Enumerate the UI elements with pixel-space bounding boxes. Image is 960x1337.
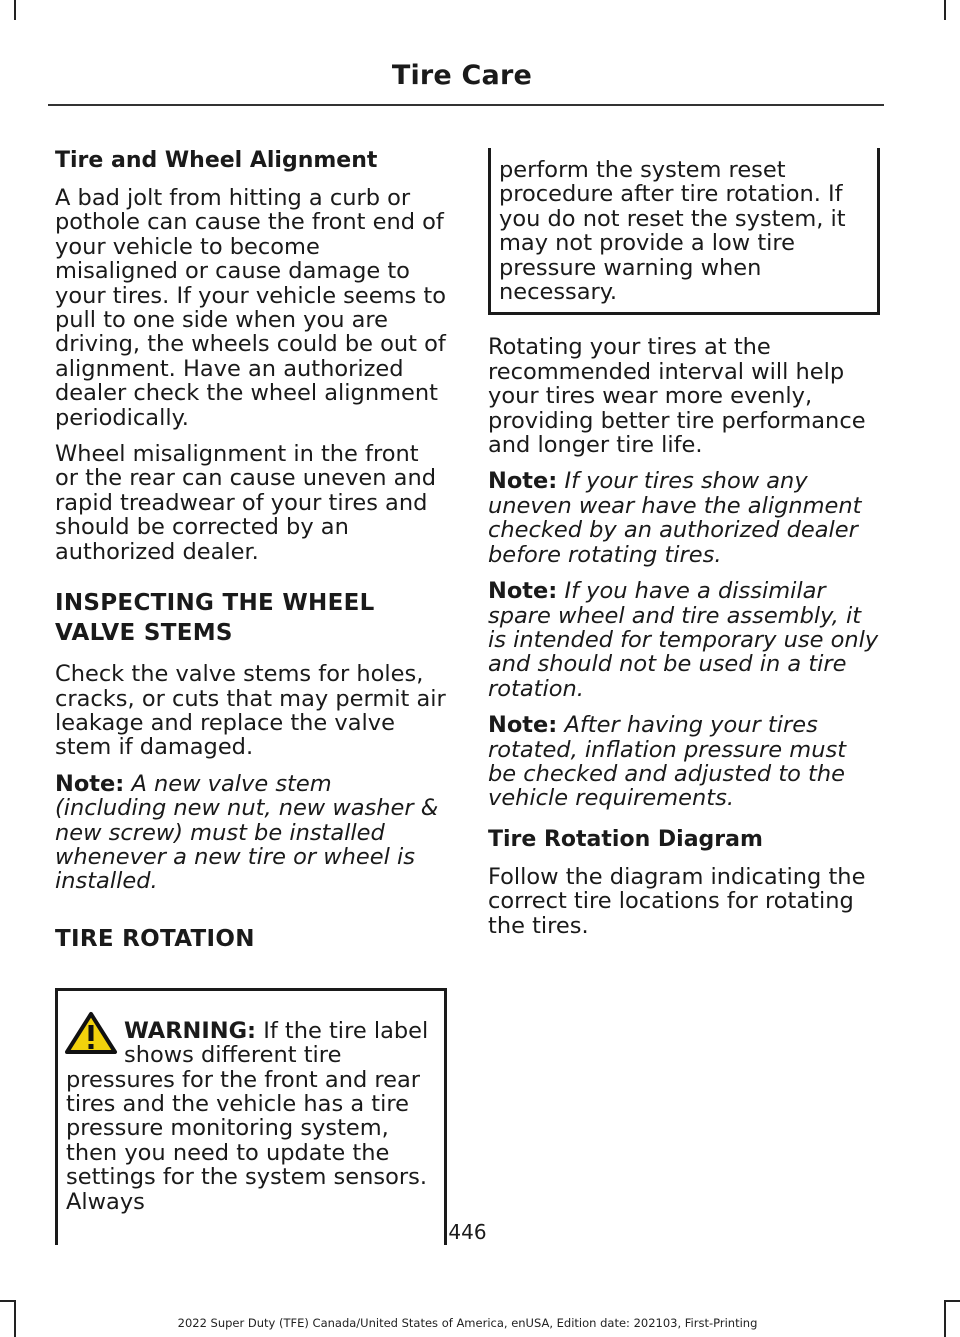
warning-text: If the tire label shows different tire pressures for the front and rear tires and the vehicle has a tire pressure monitoring system, then you need to update the settings for the system sensors. Always xyxy=(66,1017,429,1215)
note-text: If your tires show any uneven wear have the alignment checked by an authorized dealer before rotating tires. xyxy=(488,468,862,568)
note-label: Note: xyxy=(55,770,125,797)
rotation-note xyxy=(488,469,880,567)
header-divider xyxy=(48,104,884,106)
valve-stems-heading: INSPECTING THE WHEEL VALVE STEMS xyxy=(55,590,375,647)
warning-box xyxy=(55,988,447,1245)
valve-paragraph: Check the valve stems for holes, cracks, or cuts that may permit air leakage and replace the valve stem if damaged. xyxy=(55,661,446,761)
crop-mark xyxy=(944,0,946,20)
warning-triangle-icon xyxy=(64,1011,118,1055)
warning-box-continued xyxy=(488,148,880,315)
warning-label: WARNING: xyxy=(124,1017,257,1044)
page-number: 446 xyxy=(448,1220,487,1244)
page-footer: 2022 Super Duty (TFE) Canada/United States of America, enUSA, Edition date: 202103, First-Printing xyxy=(177,1316,758,1330)
alignment-paragraph: Wheel misalignment in the front or the rear can cause uneven and rapid treadwear of your tires and should be corrected by an authorized dealer. xyxy=(55,441,437,565)
rotation-note xyxy=(488,713,880,811)
alignment-paragraph: A bad jolt from hitting a curb or pothole can cause the front end of your vehicle to become misaligned or cause damage to your tires. If your vehicle seems to pull to one side when you are driving, the wheels could be out of alignment. Have an authorized dealer check the wheel alignment periodically. xyxy=(55,185,446,431)
rotation-note xyxy=(488,579,880,701)
right-column xyxy=(488,148,880,950)
tire-rotation-heading: TIRE ROTATION xyxy=(55,925,255,952)
note-label: Note: xyxy=(488,468,558,495)
note-text: After having your tires rotated, inflation pressure must be checked and adjusted to the vehicle requirements. xyxy=(488,712,847,812)
rotation-paragraph: Rotating your tires at the recommended interval will help your tires wear more evenly, providing better tire performance and longer tire life. xyxy=(488,334,866,459)
page-header-title: Tire Care xyxy=(391,60,532,91)
crop-mark xyxy=(14,0,16,20)
note-label: Note: xyxy=(488,578,558,605)
warning-continued-text: perform the system reset procedure after tire rotation. If you do not reset the system, it may not provide a low tire pressure warning when necessary. xyxy=(499,157,846,306)
note-text: If you have a dissimilar spare wheel and tire assembly, it is intended for temporary use only and should not be used in a tire rotation. xyxy=(488,578,879,702)
note-text: A new valve stem (including new nut, new washer & new screw) must be installed whenever a new tire or wheel is installed. xyxy=(55,770,439,895)
left-column xyxy=(55,138,447,1245)
alignment-heading: Tire and Wheel Alignment xyxy=(55,148,378,173)
diagram-heading: Tire Rotation Diagram xyxy=(488,826,763,852)
crop-mark xyxy=(944,1300,946,1337)
diagram-paragraph: Follow the diagram indicating the correct tire locations for rotating the tires. xyxy=(488,863,866,939)
crop-mark xyxy=(944,1300,960,1302)
crop-mark xyxy=(0,1300,16,1302)
note-label: Note: xyxy=(488,712,558,739)
valve-note xyxy=(55,772,447,894)
